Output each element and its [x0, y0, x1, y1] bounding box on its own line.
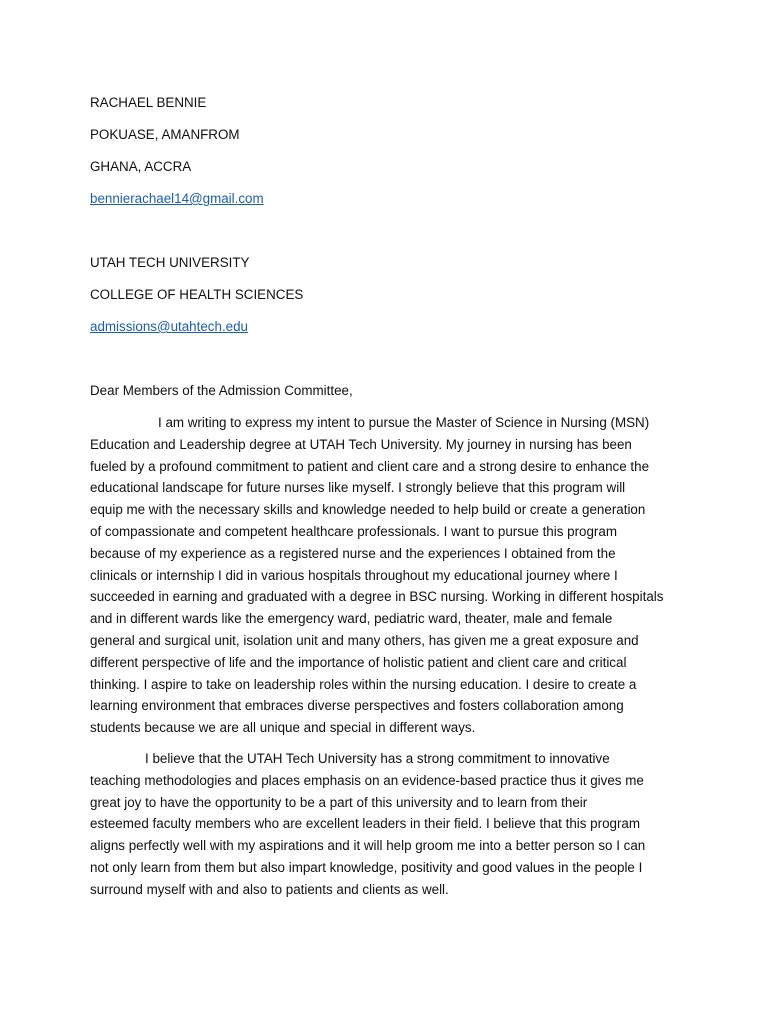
paragraph-line: because of my experience as a registered nurse and the experiences I obtained from the: [90, 545, 616, 561]
sender-email-block: [90, 188, 682, 210]
paragraph-line: I believe that the UTAH Tech University has a strong commitment to innovative: [145, 751, 610, 766]
paragraph-line: of compassionate and competent healthcare professionals. I want to pursue this program: [90, 523, 617, 539]
sender-address-1-block: [90, 124, 682, 146]
recipient-email-block: [90, 316, 682, 338]
paragraph-line: succeeded in earning and graduated with a degree in BSC nursing. Working in different hospitals: [90, 589, 664, 605]
paragraph-line: fueled by a profound commitment to patient and client care and a strong desire to enhance the: [90, 458, 650, 474]
paragraph-line: equip me with the necessary skills and knowledge needed to help build or create a generation: [90, 502, 646, 518]
sender-email-link[interactable]: bennierachael14@gmail.com: [90, 191, 264, 206]
sender-address-line-1: POKUASE, AMANFROM: [90, 127, 240, 142]
paragraph-line: and in different wards like the emergency ward, pediatric ward, theater, male and female: [90, 611, 613, 627]
body-paragraph-1: [90, 412, 682, 739]
paragraph-line: clinicals or internship I did in various hospitals throughout my educational journey where I: [90, 567, 618, 583]
recipient-institution: UTAH TECH UNIVERSITY: [90, 255, 250, 270]
sender-address-2-block: [90, 156, 682, 178]
recipient-college-block: [90, 284, 682, 306]
paragraph-line: esteemed faculty members who are excellent leaders in their field. I believe that this program: [90, 816, 641, 832]
paragraph-line: general and surgical unit, isolation unit and many others, has given me a great exposure and: [90, 632, 639, 648]
paragraph-line: great joy to have the opportunity to be a part of this university and to learn from their: [90, 794, 588, 810]
recipient-email-link[interactable]: admissions@utahtech.edu: [90, 319, 249, 334]
salutation-block: [90, 380, 682, 402]
paragraph-line: Education and Leadership degree at UTAH Tech University. My journey in nursing has been: [90, 436, 632, 452]
recipient-institution-block: [90, 252, 682, 274]
paragraph-line: I am writing to express my intent to pursue the Master of Science in Nursing (MSN): [158, 415, 650, 430]
paragraph-line: educational landscape for future nurses like myself. I strongly believe that this program will: [90, 480, 626, 496]
sender-name: RACHAEL BENNIE: [90, 95, 207, 110]
paragraph-line: not only learn from them but also impart knowledge, positivity and good values in the people I: [90, 859, 643, 875]
paragraph-line: teaching methodologies and places emphasis on an evidence-based practice thus it gives me: [90, 772, 644, 788]
paragraph-line: learning environment that embraces diverse perspectives and fosters collaboration among: [90, 698, 624, 714]
body-paragraph-2: [90, 748, 682, 901]
sender-address-line-2: GHANA, ACCRA: [90, 159, 192, 174]
salutation: Dear Members of the Admission Committee,: [90, 383, 353, 398]
sender-block: [90, 92, 682, 114]
paragraph-line: thinking. I aspire to take on leadership roles within the nursing education. I desire to create a: [90, 676, 637, 692]
paragraph-line: aligns perfectly well with my aspirations and it will help groom me into a better person so I can: [90, 838, 646, 854]
recipient-college: COLLEGE OF HEALTH SCIENCES: [90, 287, 304, 302]
paragraph-line: students because we are all unique and special in different ways.: [90, 720, 476, 736]
paragraph-line: different perspective of life and the importance of holistic patient and client care and critical: [90, 654, 627, 670]
paragraph-line: surround myself with and also to patients and clients as well.: [90, 881, 449, 897]
